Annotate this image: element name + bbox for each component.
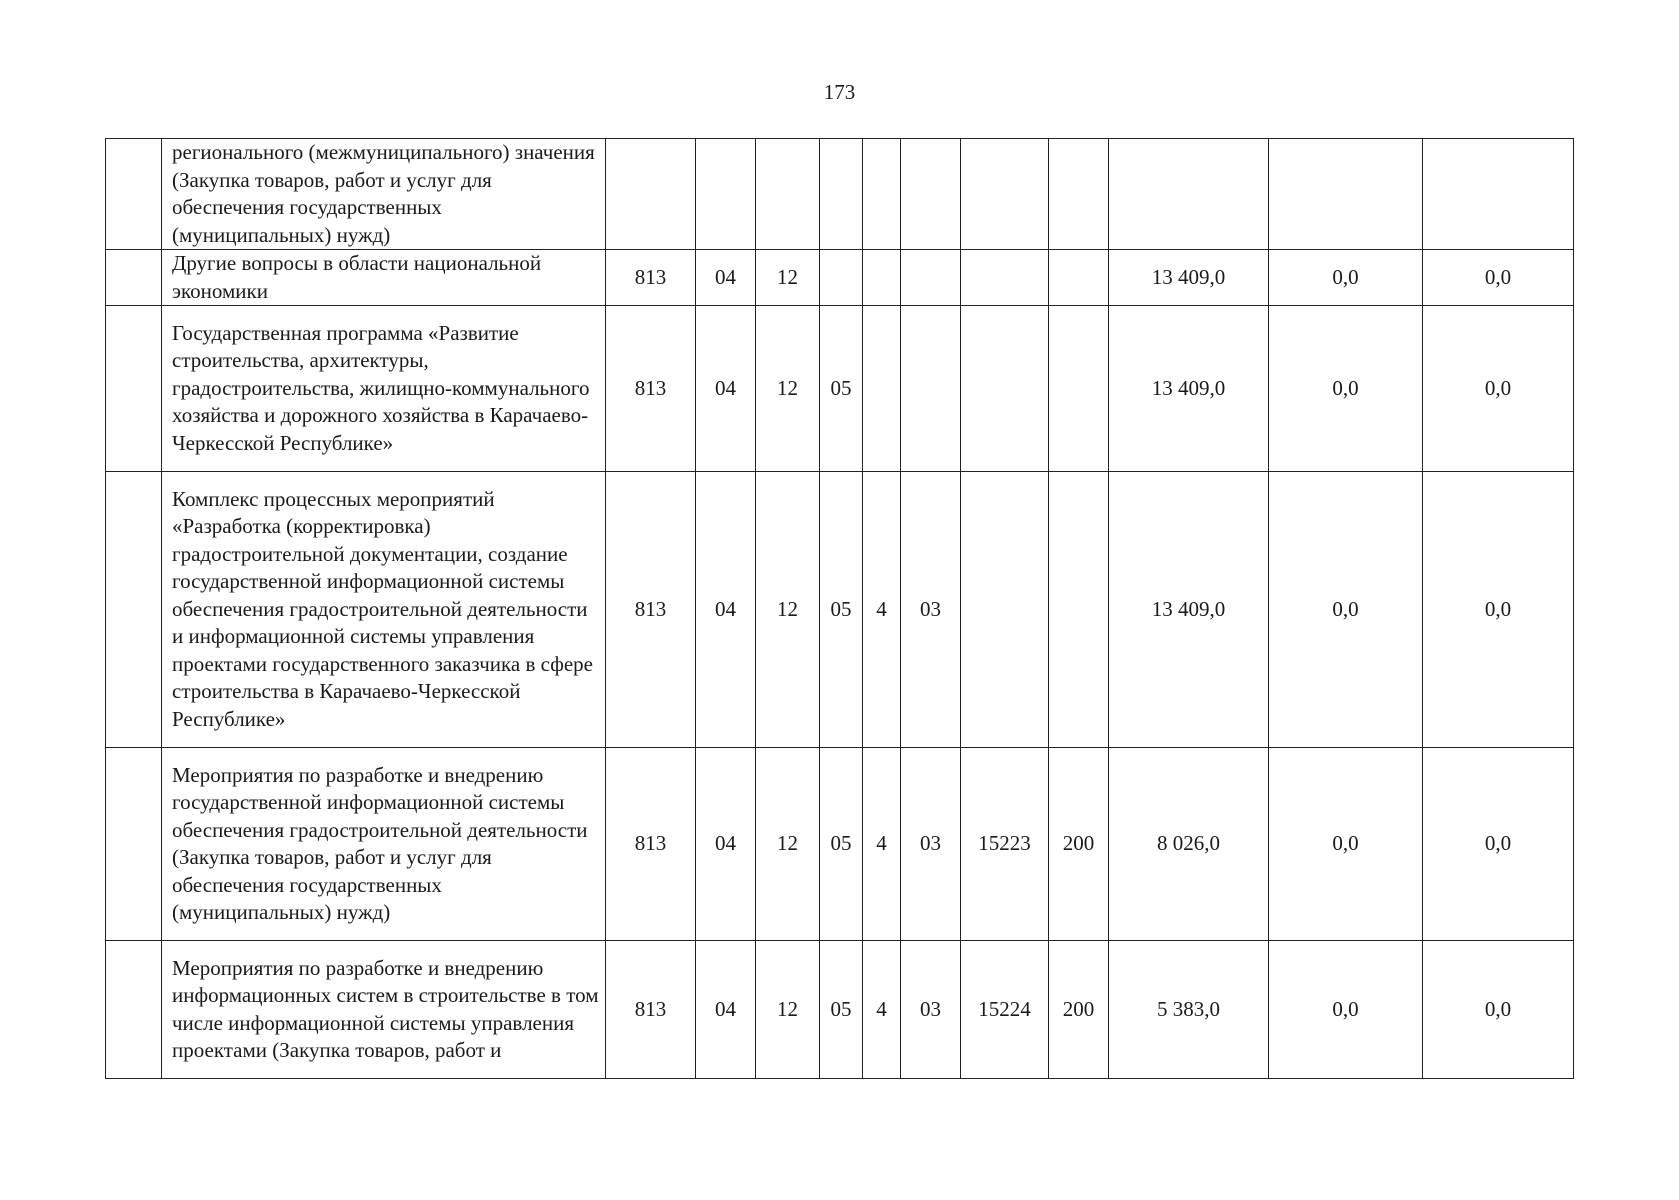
event-code-cell (901, 306, 961, 472)
amount-year3-cell: 0,0 (1423, 306, 1574, 472)
amount-year3-cell: 0,0 (1423, 748, 1574, 941)
direction-code-cell (961, 250, 1049, 306)
table-row (106, 139, 1574, 250)
table-row (106, 306, 1574, 472)
program-code-cell: 05 (820, 306, 863, 472)
expense-type-cell: 200 (1049, 941, 1109, 1079)
amount-year1-cell: 5 383,0 (1109, 941, 1269, 1079)
amount-year1-cell: 13 409,0 (1109, 472, 1269, 748)
ministry-code-cell: 813 (606, 306, 696, 472)
amount-year1-cell: 8 026,0 (1109, 748, 1269, 941)
expense-type-cell: 200 (1049, 748, 1109, 941)
amount-year1-cell: 13 409,0 (1109, 250, 1269, 306)
direction-code-cell: 15223 (961, 748, 1049, 941)
direction-code-cell (961, 306, 1049, 472)
amount-year2-cell: 0,0 (1269, 748, 1423, 941)
row-index-cell (106, 250, 162, 306)
table-row (106, 250, 1574, 306)
amount-year2-cell (1269, 139, 1423, 250)
ministry-code-cell (606, 139, 696, 250)
row-index-cell (106, 941, 162, 1079)
amount-year2-cell: 0,0 (1269, 250, 1423, 306)
subsection-code-cell (756, 139, 820, 250)
row-index-cell (106, 472, 162, 748)
structure-type-cell (863, 306, 901, 472)
row-index-cell (106, 748, 162, 941)
amount-year3-cell: 0,0 (1423, 941, 1574, 1079)
expense-type-cell (1049, 250, 1109, 306)
direction-code-cell (961, 139, 1049, 250)
expense-type-cell (1049, 306, 1109, 472)
ministry-code-cell: 813 (606, 941, 696, 1079)
ministry-code-cell: 813 (606, 472, 696, 748)
section-code-cell: 04 (696, 306, 756, 472)
event-code-cell: 03 (901, 748, 961, 941)
structure-type-cell: 4 (863, 748, 901, 941)
table-row (106, 941, 1574, 1079)
item-name-cell: Комплекс процессных мероприятий «Разработка (корректировка) градостроительной документации, создание государственной информационной системы обеспечения градостроительной деятельности и информационной системы управления проектами государственного заказчика в сфере строительства в Карачаево-Черкесской Республике» (162, 472, 606, 748)
event-code-cell (901, 139, 961, 250)
section-code-cell: 04 (696, 748, 756, 941)
direction-code-cell (961, 472, 1049, 748)
program-code-cell: 05 (820, 748, 863, 941)
ministry-code-cell: 813 (606, 250, 696, 306)
subsection-code-cell: 12 (756, 941, 820, 1079)
row-index-cell (106, 306, 162, 472)
subsection-code-cell: 12 (756, 250, 820, 306)
direction-code-cell: 15224 (961, 941, 1049, 1079)
amount-year2-cell: 0,0 (1269, 941, 1423, 1079)
amount-year3-cell: 0,0 (1423, 250, 1574, 306)
budget-table (105, 138, 1574, 1079)
program-code-cell (820, 139, 863, 250)
table-row (106, 748, 1574, 941)
ministry-code-cell: 813 (606, 748, 696, 941)
amount-year1-cell (1109, 139, 1269, 250)
amount-year3-cell: 0,0 (1423, 472, 1574, 748)
item-name-cell: регионального (межмуниципального) значения (Закупка товаров, работ и услуг для обеспечения государственных (муниципальных) нужд) (162, 139, 606, 250)
item-name-cell: Государственная программа «Развитие строительства, архитектуры, градостроительства, жилищно-коммунального хозяйства и дорожного хозяйства в Карачаево-Черкесской Республике» (162, 306, 606, 472)
section-code-cell (696, 139, 756, 250)
event-code-cell: 03 (901, 941, 961, 1079)
amount-year2-cell: 0,0 (1269, 306, 1423, 472)
subsection-code-cell: 12 (756, 748, 820, 941)
amount-year3-cell (1423, 139, 1574, 250)
expense-type-cell (1049, 139, 1109, 250)
structure-type-cell (863, 139, 901, 250)
section-code-cell: 04 (696, 472, 756, 748)
structure-type-cell: 4 (863, 472, 901, 748)
subsection-code-cell: 12 (756, 472, 820, 748)
section-code-cell: 04 (696, 941, 756, 1079)
amount-year2-cell: 0,0 (1269, 472, 1423, 748)
structure-type-cell (863, 250, 901, 306)
event-code-cell: 03 (901, 472, 961, 748)
item-name-cell: Мероприятия по разработке и внедрению государственной информационной системы обеспечения градостроительной деятельности (Закупка товаров, работ и услуг для обеспечения государственных (муниципальных) нужд) (162, 748, 606, 941)
item-name-cell: Другие вопросы в области национальной экономики (162, 250, 606, 306)
row-index-cell (106, 139, 162, 250)
program-code-cell: 05 (820, 941, 863, 1079)
table-row (106, 472, 1574, 748)
amount-year1-cell: 13 409,0 (1109, 306, 1269, 472)
page-number: 173 (823, 80, 856, 104)
subsection-code-cell: 12 (756, 306, 820, 472)
section-code-cell: 04 (696, 250, 756, 306)
expense-type-cell (1049, 472, 1109, 748)
item-name-cell: Мероприятия по разработке и внедрению информационных систем в строительстве в том числе информационной системы управления проектами (Закупка товаров, работ и (162, 941, 606, 1079)
structure-type-cell: 4 (863, 941, 901, 1079)
event-code-cell (901, 250, 961, 306)
program-code-cell (820, 250, 863, 306)
program-code-cell: 05 (820, 472, 863, 748)
